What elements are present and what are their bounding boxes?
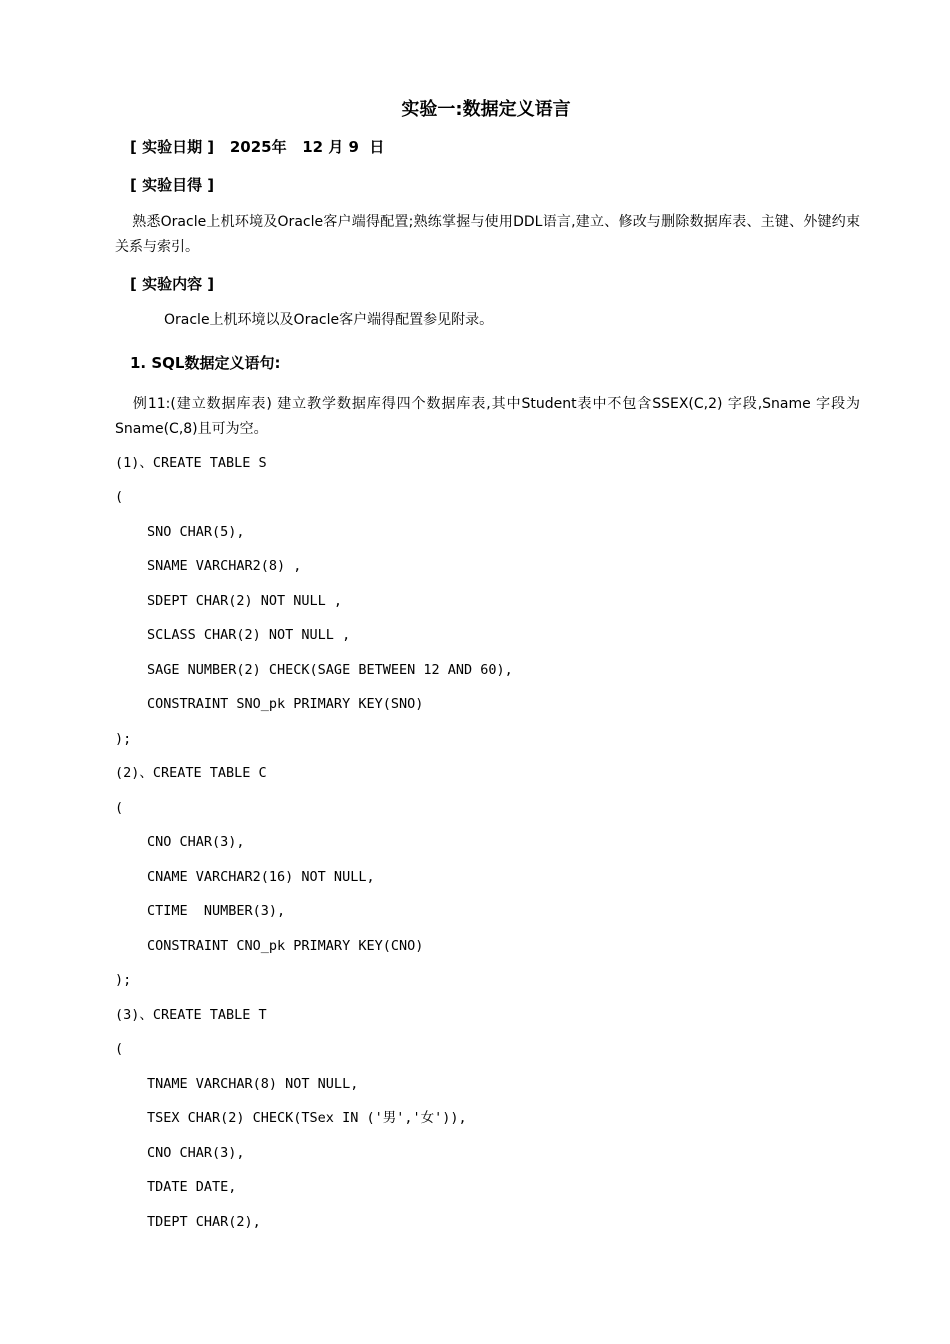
document-title: 实验一:数据定义语言: [401, 99, 571, 120]
code-line: );: [115, 972, 132, 988]
code-line: (: [115, 489, 124, 505]
code-line: CTIME NUMBER(3),: [147, 903, 286, 919]
subsection-heading: 1. SQL数据定义语句:: [130, 354, 281, 372]
code-line: CNO CHAR(3),: [147, 1145, 245, 1161]
code-line: TSEX CHAR(2) CHECK(TSex IN ('男','女')),: [147, 1110, 467, 1126]
code-line: SNAME VARCHAR2(8) ,: [147, 558, 302, 574]
code-line: CONSTRAINT SNO_pk PRIMARY KEY(SNO): [147, 696, 424, 712]
code-line: (: [115, 1041, 124, 1057]
code-line: CNO CHAR(3),: [147, 834, 245, 850]
code-line: (3)、CREATE TABLE T: [115, 1007, 267, 1023]
code-line: SAGE NUMBER(2) CHECK(SAGE BETWEEN 12 AND 60),: [147, 662, 513, 678]
code-line: (2)、CREATE TABLE C: [115, 765, 267, 781]
code-line: CNAME VARCHAR2(16) NOT NULL,: [147, 869, 375, 885]
example-text: 例11:(建立数据库表) 建立教学数据库得四个数据库表,其中Student表中不包含SSEX(C,2) 字段,Sname 字段为Sname(C,8)且可为空。: [115, 396, 860, 437]
code-line: CONSTRAINT CNO_pk PRIMARY KEY(CNO): [147, 938, 424, 954]
example-paragraph: [115, 392, 860, 442]
content-note: Oracle上机环境以及Oracle客户端得配置参见附录。: [164, 312, 494, 328]
code-line: TDATE DATE,: [147, 1179, 237, 1195]
code-line: );: [115, 731, 132, 747]
code-line: SDEPT CHAR(2) NOT NULL ,: [147, 593, 343, 609]
code-line: SNO CHAR(5),: [147, 524, 245, 540]
code-line: SCLASS CHAR(2) NOT NULL ,: [147, 627, 351, 643]
code-line: TNAME VARCHAR(8) NOT NULL,: [147, 1076, 359, 1092]
code-line: (: [115, 800, 124, 816]
date-line: [ 实验日期 ] 2025年 12 月 9 日: [130, 138, 385, 156]
purpose-text: 熟悉Oracle上机环境及Oracle客户端得配置;熟练掌握与使用DDL语言,建立、修改与删除数据库表、主键、外键约束关系与索引。: [115, 214, 860, 255]
purpose-paragraph: [115, 210, 860, 260]
content-heading: [ 实验内容 ]: [130, 275, 215, 293]
code-line: (1)、CREATE TABLE S: [115, 455, 267, 471]
purpose-heading: [ 实验目得 ]: [130, 176, 215, 194]
code-line: TDEPT CHAR(2),: [147, 1214, 261, 1230]
